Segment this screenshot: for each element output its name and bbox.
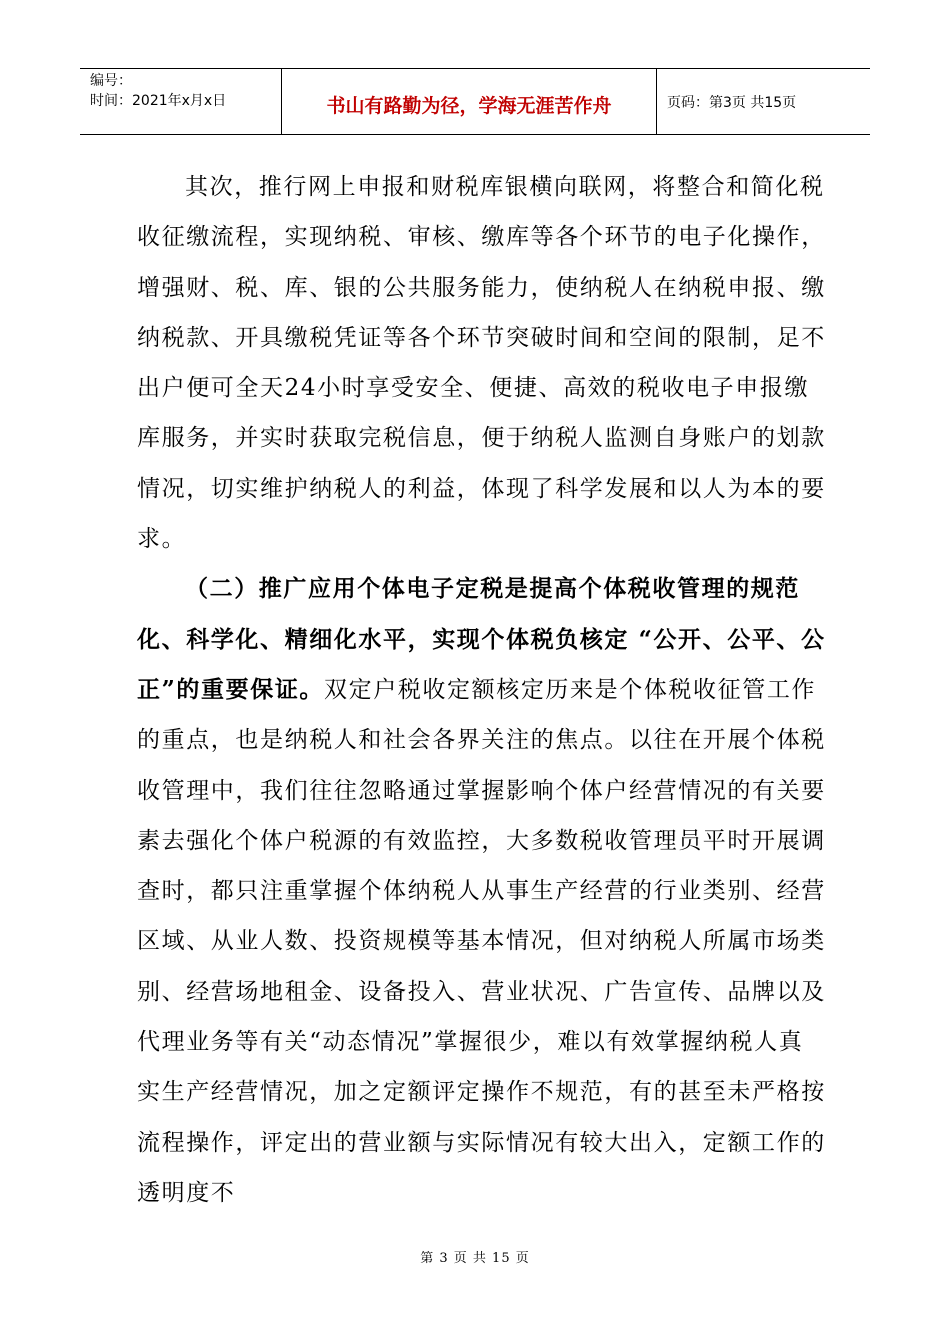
header-meta <box>80 69 282 134</box>
paragraph-2 <box>137 564 827 1218</box>
paragraph-1: 其次，推行网上申报和财税库银横向联网，将整合和简化税收征缴流程，实现纳税、审核、缴库等各个环节的电子化操作，增强财、税、库、银的公共服务能力，使纳税人在纳税申报、缴纳税款、开具缴税凭证等各个环节突破时间和空间的限制，足不出户便可全天24小时享受安全、便捷、高效的税收电子申报缴库服务，并实时获取完税信息，便于纳税人监测自身账户的划款情况，切实维护纳税人的利益，体现了科学发展和以人为本的要求。 <box>137 174 826 553</box>
document-date: 时间：2021年x月x日 <box>90 93 227 109</box>
document-number-label: 编号： <box>90 73 132 89</box>
header-page-code: 页码：第3页 共15页 <box>667 94 797 111</box>
document-body <box>137 162 827 1218</box>
header-motto: 书山有路勤为径，学海无涯苦作舟 <box>282 69 657 134</box>
page-footer: 第 3 页 共 15 页 <box>420 1251 530 1266</box>
paragraph-2-heading: （二）推广应用个体电子定税是提高个体税收管理的规范化、科学化、精细化水平，实现个体税负核定 “公开、公平、公正”的重要保证。 <box>137 575 826 703</box>
page-header <box>80 68 870 135</box>
paragraph-2-text: 双定户税收定额核定历来是个体税收征管工作的重点，也是纳税人和社会各界关注的焦点。以往在开展个体税收管理中，我们往往忽略通过掌握影响个体户经营情况的有关要素去强化个体户税源的有效监控，大多数税收管理员平时开展调查时，都只注重掌握个体纳税人从事生产经营的行业类别、经营区域、从业人数、投资规模等基本情况，但对纳税人所属市场类别、经营场地租金、设备投入、营业状况、广告宣传、品牌以及代理业务等有关“动态情况”掌握很少，难以有效掌握纳税人真实生产经营情况，加之定额评定操作不规范，有的甚至未严格按流程操作，评定出的营业额与实际情况有较大出入，定额工作的透明度不 <box>137 676 826 1206</box>
